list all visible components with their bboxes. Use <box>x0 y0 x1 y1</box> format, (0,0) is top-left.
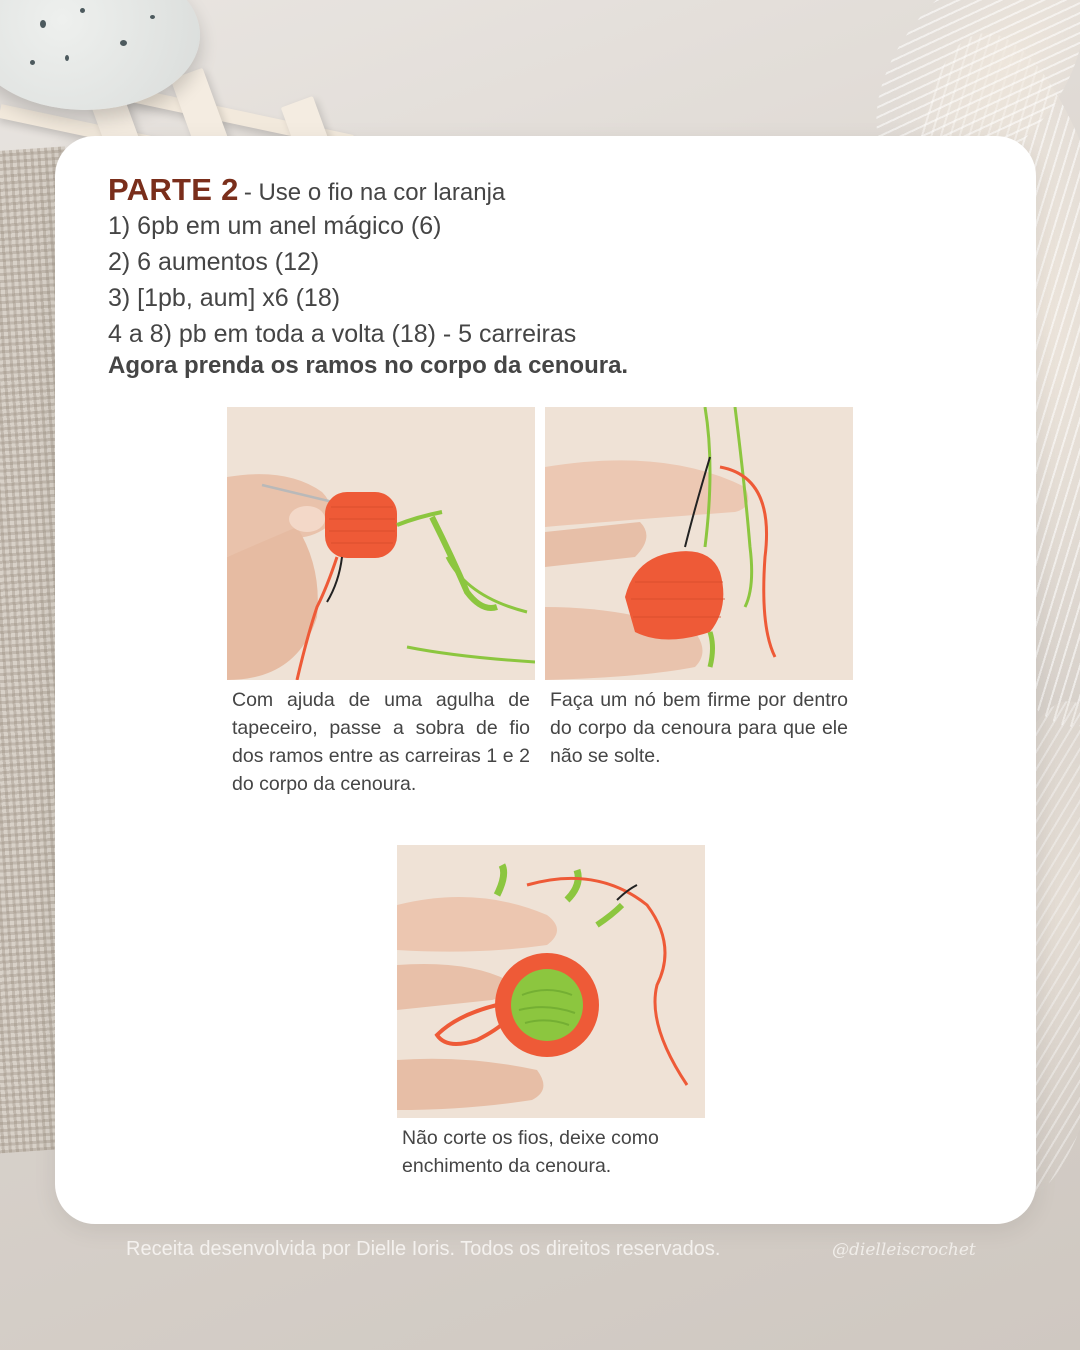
caption-photo-2: Faça um nó bem firme por dentro do corpo da cenoura para que ele não se solte. <box>550 689 848 767</box>
caption-photo-1: Com ajuda de uma agulha de tapeceiro, passe a sobra de fio dos ramos entre as carreiras 1 e 2 do corpo da cenoura. <box>232 689 530 795</box>
part-title: PARTE 2 <box>108 172 239 207</box>
instruction-note: Agora prenda os ramos no corpo da cenoura. <box>108 352 629 379</box>
step-item: 1) 6pb em um anel mágico (6) <box>108 212 442 240</box>
part-subtitle: - Use o fio na cor laranja <box>243 179 506 206</box>
step-item: 3) [1pb, aum] x6 (18) <box>108 284 341 312</box>
instruction-steps <box>108 208 576 352</box>
caption-photo-3: Não corte os fios, deixe como enchimento da cenoura. <box>402 1127 659 1177</box>
speckled-egg-bowl <box>0 0 200 110</box>
part-heading <box>108 172 505 208</box>
photo-carrot-filling <box>397 845 705 1118</box>
step-item: 4 a 8) pb em toda a volta (18) - 5 carreiras <box>108 320 577 348</box>
photo-knot-inside-carrot <box>545 407 853 680</box>
author-handle: @dielleiscrochet <box>832 1240 976 1260</box>
copyright-footer: Receita desenvolvida por Dielle Ioris. Todos os direitos reservados. <box>126 1238 721 1260</box>
step-item: 2) 6 aumentos (12) <box>108 248 320 276</box>
photo-needle-through-carrot <box>227 407 535 680</box>
